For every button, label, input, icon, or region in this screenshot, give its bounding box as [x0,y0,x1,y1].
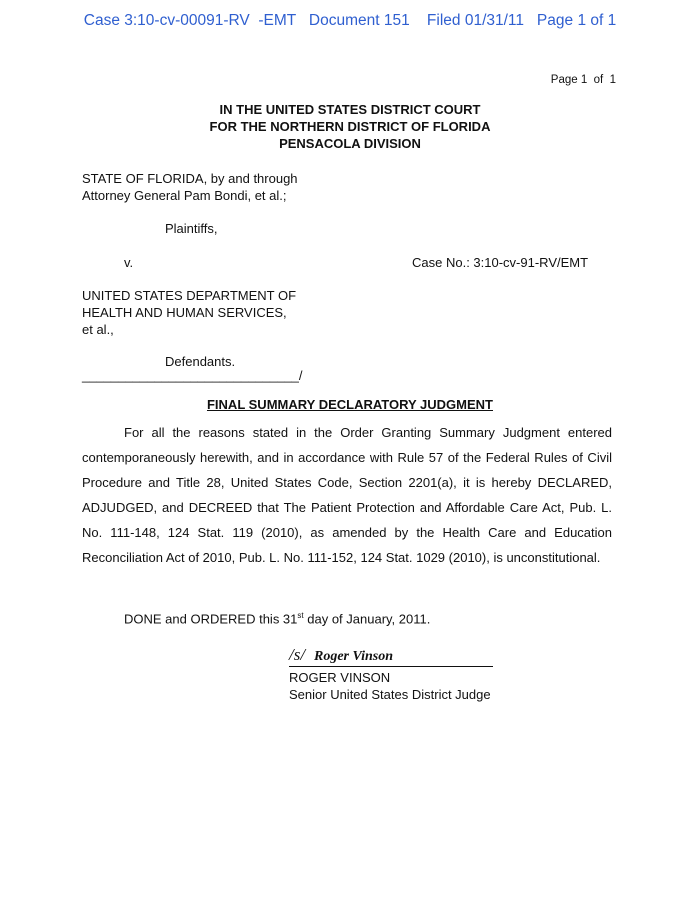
defendants-label: Defendants. [165,354,236,369]
done-prefix: DONE and ORDERED this 31 [124,611,298,627]
judgment-title: FINAL SUMMARY DECLARATORY JUDGMENT [206,397,493,412]
court-heading [0,101,700,152]
signature-handwritten-name: Roger Vinson [314,649,393,664]
defendant-line-2: HEALTH AND HUMAN SERVICES, [82,305,287,320]
defendant-line-1: UNITED STATES DEPARTMENT OF [82,288,297,303]
court-line-2: FOR THE NORTHERN DISTRICT OF FLORIDA [209,119,491,134]
done-and-ordered [124,611,430,626]
defendant-name [82,287,296,338]
judge-name: ROGER VINSON [289,670,391,685]
court-line-3: PENSACOLA DIVISION [279,136,421,151]
case-number: Case No.: 3:10-cv-91-RV/EMT [412,255,589,270]
judgment-paragraph: For all the reasons stated in the Order Granting Summary Judgment entered contemporaneously herewith, and in accordance with Rule 57 of the Federal Rules of Civil Procedure and Title 28, United States Code, Section 2201(a), it is hereby DECLARED, ADJUDGED, and DECREED that The Patient Protection and Affordable Care Act, Pub. L. No. 111-148, 124 Stat. 119 (2010), as amended by the Health Care and Education Reconciliation Act of 2010, Pub. L. No. 111-152, 124 Stat. 1029 (2010), is unconstitutional. [82,425,612,565]
done-suffix: day of January, 2011. [303,611,431,627]
judge-block [289,669,491,703]
judgment-body [82,420,612,570]
court-line-1: IN THE UNITED STATES DISTRICT COURT [219,102,481,117]
plaintiffs-label: Plaintiffs, [165,221,218,236]
ecf-filing-header: Case 3:10-cv-00091-RV -EMT Document 151 Filed 01/31/11 Page 1 of 1 [83,12,617,29]
plaintiff-name [82,170,298,204]
defendant-line-3: et al., [82,322,114,337]
judge-title: Senior United States District Judge [289,687,491,702]
plaintiff-line-2: Attorney General Pam Bondi, et al.; [82,188,287,203]
plaintiff-line-1: STATE OF FLORIDA, by and through [82,171,298,186]
caption-separator: ______________________________/ [82,368,303,383]
page-number: Page 1 of 1 [550,74,616,86]
signature-slash-s: /s/ [289,645,306,664]
versus-label: v. [124,255,134,270]
done-ordinal: st [297,611,304,620]
